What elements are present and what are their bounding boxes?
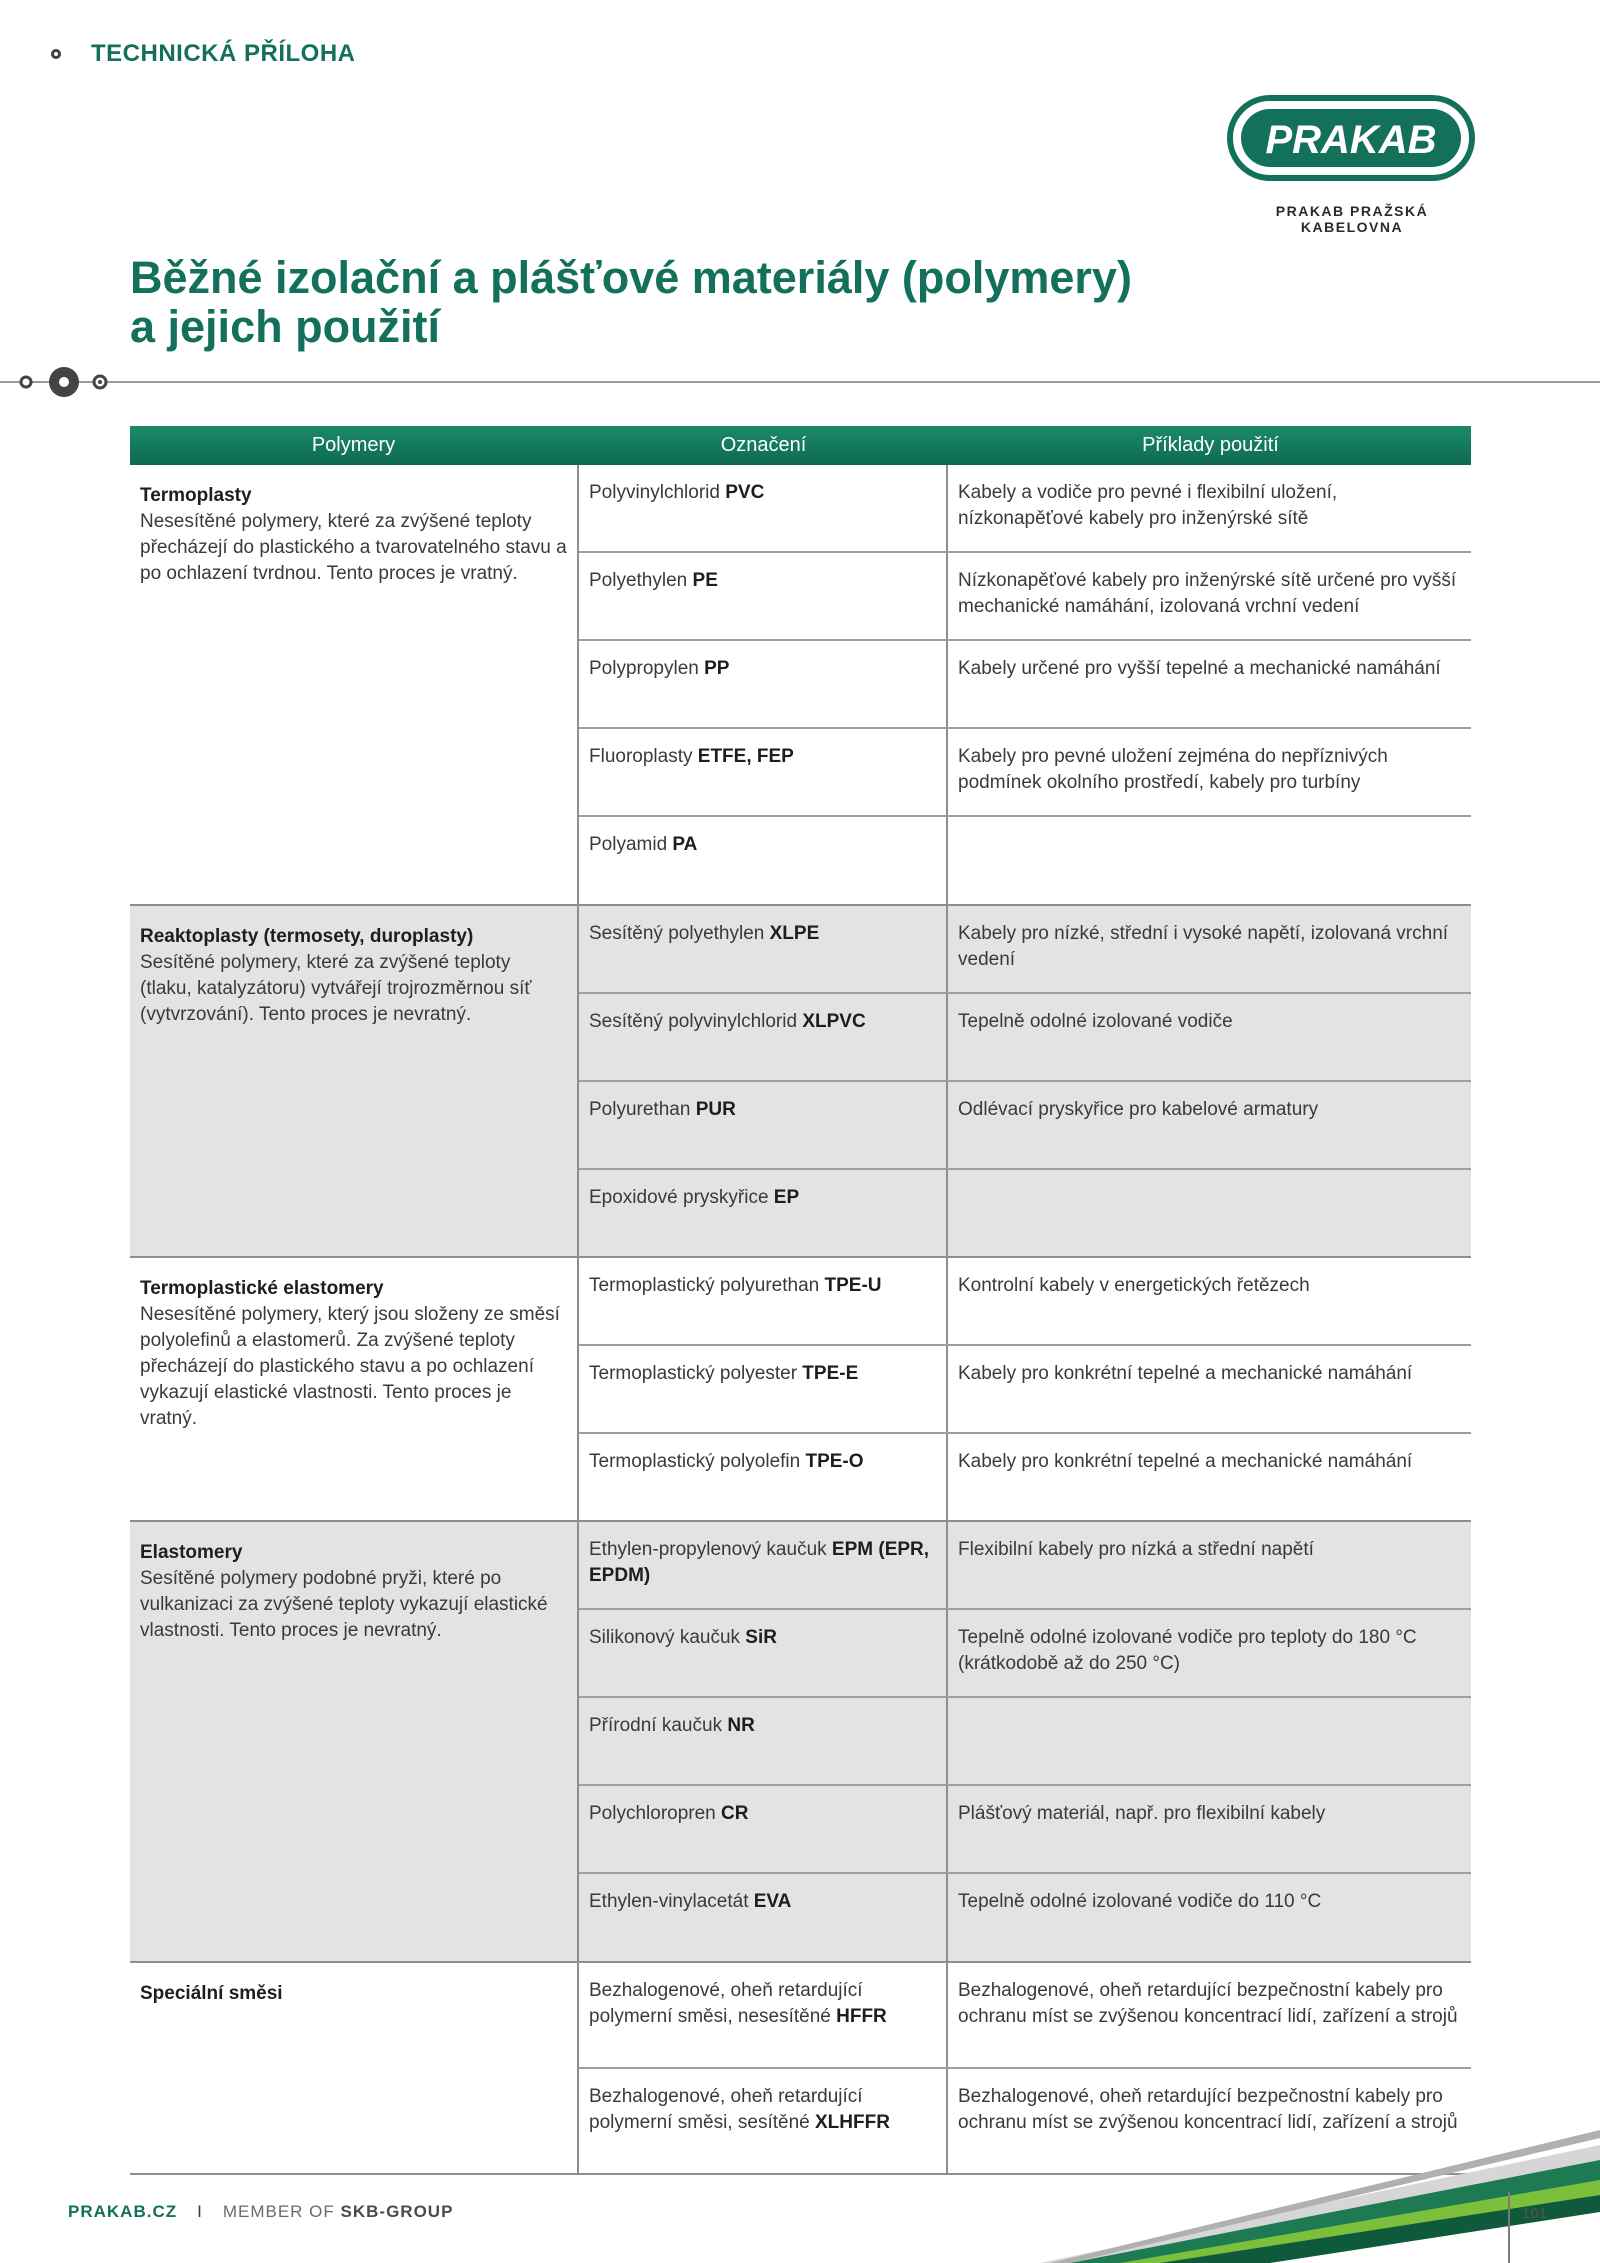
table-row (579, 1346, 1471, 1434)
material-cell (579, 2069, 948, 2173)
polymer-group-name: Reaktoplasty (termosety, duroplasty) (140, 926, 474, 947)
material-code: PVC (725, 482, 765, 503)
material-cell (579, 641, 948, 727)
material-cell (579, 817, 948, 904)
divider-dots-icon (14, 362, 114, 402)
material-name: Polyvinylchlorid (589, 482, 726, 503)
polymer-group-description: Nesesítěné polymery, který jsou složeny ze směsí polyolefinů a elastomerů. Za zvýšené teploty přecházejí do plastického stavu a po ochlazení vykazují elastické vlastnosti. Tento proces je vratný. (140, 1304, 560, 1429)
material-code: SiR (745, 1627, 777, 1648)
page-number-rule (1508, 2192, 1510, 2263)
polymer-group-description: Nesesítěné polymery, které za zvýšené teploty přecházejí do plastického a tvarovatelného stavu a po ochlazení tvrdnou. Tento proces je vratný. (140, 511, 567, 584)
usage-cell: Nízkonapěťové kabely pro inženýrské sítě určené pro vyšší mechanické namáhání, izolovaná vrchní vedení (958, 570, 1457, 617)
usage-cell: Kabely pro nízké, střední i vysoké napětí, izolovaná vrchní vedení (958, 923, 1449, 970)
usage-cell: Kabely a vodiče pro pevné i flexibilní uložení, nízkonapěťové kabely pro inženýrské sítě (958, 482, 1338, 529)
material-name: Fluoroplasty (589, 746, 698, 767)
material-cell (579, 1258, 948, 1344)
material-name: Termoplastický polyester (589, 1363, 803, 1384)
table-row (579, 1786, 1471, 1874)
polymer-group-name: Elastomery (140, 1542, 243, 1563)
material-name: Polypropylen (589, 658, 705, 679)
usage-cell: Bezhalogenové, oheň retardující bezpečnostní kabely pro ochranu míst se zvýšenou koncentrací lidí, zařízení a strojů (958, 2086, 1458, 2133)
material-code: CR (721, 1803, 749, 1824)
table-row (579, 1610, 1471, 1698)
material-name: Polyethylen (589, 570, 693, 591)
material-name: Polyamid (589, 834, 673, 855)
material-name: Polychloropren (589, 1803, 722, 1824)
footer (68, 2202, 453, 2222)
material-cell (579, 1170, 948, 1256)
section-bullet-icon (51, 49, 61, 59)
usage-cell: Plášťový materiál, např. pro flexibilní kabely (958, 1803, 1326, 1824)
material-code: EPM (EPR, EPDM) (589, 1539, 930, 1586)
material-cell (579, 1522, 948, 1608)
usage-cell: Tepelně odolné izolované vodiče pro teploty do 180 °C (krátkodobě až do 250 °C) (958, 1627, 1417, 1674)
material-cell (579, 1874, 948, 1961)
header-polymery: Polymery (311, 434, 396, 456)
material-code: TPE-O (805, 1451, 864, 1472)
table-row (579, 1522, 1471, 1610)
usage-cell: Odlévací pryskyřice pro kabelové armatury (958, 1099, 1319, 1120)
title-divider (0, 381, 1600, 383)
footer-member-prefix: MEMBER OF (222, 2202, 341, 2221)
material-code: EVA (753, 1891, 792, 1912)
usage-cell: Kontrolní kabely v energetických řetězech (958, 1275, 1310, 1296)
material-cell (579, 729, 948, 815)
polymer-table (130, 426, 1471, 2175)
polymer-group-name: Termoplastické elastomery (140, 1278, 384, 1299)
polymer-group-name: Speciální směsi (140, 1983, 283, 2004)
decorative-cable-swoosh (1040, 2100, 1600, 2263)
material-code: ETFE, FEP (697, 746, 794, 767)
table-group (130, 906, 1471, 1258)
table-row (579, 465, 1471, 553)
material-name: Bezhalogenové, oheň retardující polymerní směsi, sesítěné (589, 2086, 863, 2133)
material-code: NR (727, 1715, 755, 1736)
material-name: Přírodní kaučuk (589, 1715, 728, 1736)
material-code: XLPE (769, 923, 820, 944)
table-row (579, 1258, 1471, 1346)
usage-cell (948, 1170, 1471, 1256)
page-title (130, 253, 1132, 351)
polymer-group-cell (130, 1963, 577, 2007)
table-row (579, 817, 1471, 904)
section-label: TECHNICKÁ PŘÍLOHA (91, 40, 356, 67)
material-name: Ethylen-propylenový kaučuk (589, 1539, 832, 1560)
polymer-group-cell (130, 906, 577, 1028)
usage-cell: Bezhalogenové, oheň retardující bezpečnostní kabely pro ochranu míst se zvýšenou koncentrací lidí, zařízení a strojů (958, 1980, 1458, 2027)
material-name: Polyurethan (589, 1099, 696, 1120)
material-cell (579, 1610, 948, 1696)
footer-member-group: SKB-GROUP (340, 2202, 454, 2221)
polymer-group-cell (130, 1258, 577, 1432)
page-title-line2: a jejich použití (130, 301, 441, 352)
polymer-group-cell (130, 465, 577, 587)
material-name: Bezhalogenové, oheň retardující polymerní směsi, nesesítěné (589, 1980, 863, 2027)
table-row (579, 1170, 1471, 1256)
usage-cell: Tepelně odolné izolované vodiče (958, 1011, 1233, 1032)
table-row (579, 994, 1471, 1082)
usage-cell: Kabely určené pro vyšší tepelné a mechanické namáhání (958, 658, 1441, 679)
material-name: Epoxidové pryskyřice (589, 1187, 774, 1208)
material-name: Silikonový kaučuk (589, 1627, 746, 1648)
material-code: HFFR (836, 2006, 887, 2027)
table-row (579, 729, 1471, 817)
material-code: PE (692, 570, 718, 591)
table-row (579, 906, 1471, 994)
usage-cell: Flexibilní kabely pro nízká a střední napětí (958, 1539, 1314, 1560)
table-row (579, 1874, 1471, 1961)
table-row (579, 641, 1471, 729)
table-row (579, 1434, 1471, 1520)
material-cell (579, 906, 948, 992)
material-cell (579, 1698, 948, 1784)
usage-cell (948, 1698, 1471, 1784)
table-row (579, 1963, 1471, 2069)
material-code: PA (672, 834, 698, 855)
footer-separator: I (197, 2202, 203, 2221)
material-cell (579, 994, 948, 1080)
prakab-logo (1227, 95, 1475, 181)
material-cell (579, 553, 948, 639)
material-code: XLHFFR (814, 2112, 890, 2133)
material-cell (579, 465, 948, 551)
material-name: Sesítěný polyethylen (589, 923, 770, 944)
material-code: XLPVC (802, 1011, 866, 1032)
material-name: Termoplastický polyolefin (589, 1451, 806, 1472)
usage-cell: Tepelně odolné izolované vodiče do 110 °C (958, 1891, 1322, 1912)
usage-cell: Kabely pro konkrétní tepelné a mechanické namáhání (958, 1363, 1413, 1384)
header-priklady: Příklady použití (1142, 434, 1279, 456)
polymer-group-name: Termoplasty (140, 485, 252, 506)
logo-subtitle: PRAKAB PRAŽSKÁ KABELOVNA (1275, 203, 1429, 235)
table-header (130, 426, 1471, 465)
material-cell (579, 1082, 948, 1168)
usage-cell (948, 817, 1471, 904)
material-code: TPE-E (802, 1363, 859, 1384)
polymer-group-description: Sesítěné polymery podobné pryži, které po vulkanizaci za zvýšené teploty vykazují elastické vlastnosti. Tento proces je nevratný. (140, 1568, 548, 1641)
material-code: TPE-U (824, 1275, 882, 1296)
material-cell (579, 1786, 948, 1872)
footer-site: PRAKAB.CZ (68, 2202, 178, 2221)
material-name: Sesítěný polyvinylchlorid (589, 1011, 803, 1032)
table-row (579, 1698, 1471, 1786)
material-cell (579, 1346, 948, 1432)
polymer-group-cell (130, 1522, 577, 1644)
material-code: PP (704, 658, 730, 679)
table-row (579, 553, 1471, 641)
material-name: Ethylen-vinylacetát (589, 1891, 754, 1912)
table-group (130, 1258, 1471, 1522)
usage-cell: Kabely pro konkrétní tepelné a mechanické namáhání (958, 1451, 1413, 1472)
table-row (579, 1082, 1471, 1170)
svg-text:PRAKAB: PRAKAB (1265, 118, 1437, 162)
material-code: EP (773, 1187, 800, 1208)
page-title-line1: Běžné izolační a plášťové materiály (polymery) (130, 252, 1132, 303)
material-code: PUR (695, 1099, 736, 1120)
header-oznaceni: Označení (720, 434, 807, 456)
material-cell (579, 1963, 948, 2067)
material-cell (579, 1434, 948, 1520)
table-group (130, 1522, 1471, 1963)
page-number: 101 (1522, 2205, 1548, 2222)
material-name: Termoplastický polyurethan (589, 1275, 825, 1296)
polymer-group-description: Sesítěné polymery, které za zvýšené teploty (tlaku, katalyzátoru) vytvářejí trojrozměrnou síť (vytvrzování). Tento proces je nevratný. (140, 952, 532, 1025)
usage-cell: Kabely pro pevné uložení zejména do nepříznivých podmínek okolního prostředí, kabely pro turbíny (958, 746, 1388, 793)
table-group (130, 465, 1471, 906)
table-body (130, 465, 1471, 2175)
